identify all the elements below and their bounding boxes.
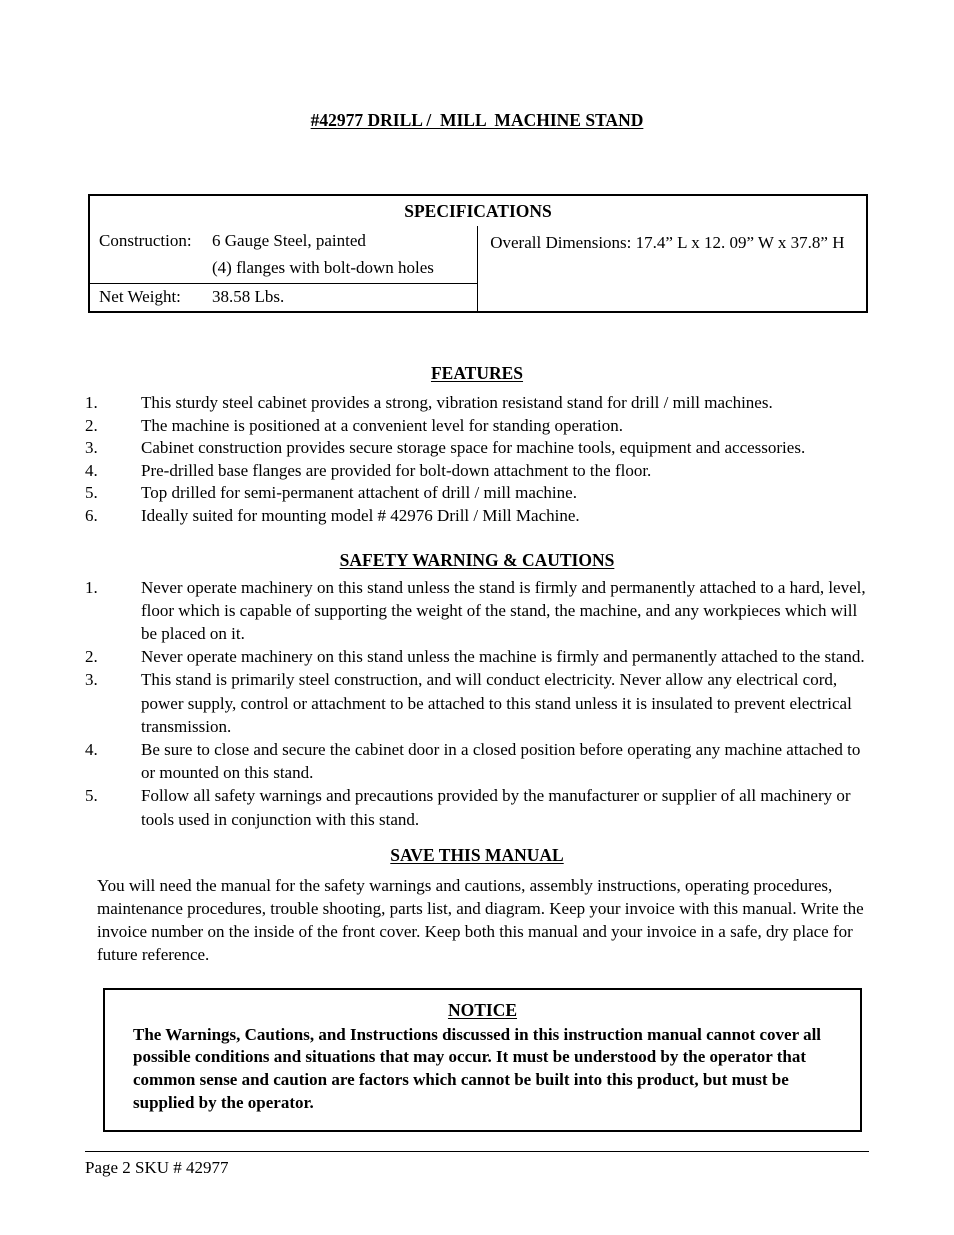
safety-list [85,576,868,831]
save-manual-paragraph: You will need the manual for the safety warnings and cautions, assembly instructions, operating procedures, maintenance procedures, trouble shooting, parts list, and diagram. Keep your invoice with this manual. Write the invoice number on the inside of the front cover. Keep both this manual and your invoice in a safe, dry place for future reference. [97,875,864,964]
notice-heading: NOTICE [447,999,518,1020]
features-list-item [85,437,868,460]
notice-body: The Warnings, Cautions, and Instructions discussed in this instruction manual cannot cover all possible conditions and situations that may occur. It must be understood by the operator that common sense and caution are factors which cannot be built into this product, but must be supplied by the operator. [133,1024,822,1112]
overall-dimensions-value: Overall Dimensions: 17.4” L x 12. 09” W x 37.8” H [490,233,845,252]
list-item-number: 3. [85,670,98,690]
list-item-text: The machine is positioned at a convenient level for standing operation. [141,415,623,435]
list-item-text: Cabinet construction provides secure storage space for machine tools, equipment and accessories. [141,438,806,458]
safety-list-item [85,576,868,646]
specifications-heading: SPECIFICATIONS [404,201,552,221]
safety-list-item [85,668,868,738]
save-manual-heading: SAVE THIS MANUAL [390,844,564,865]
list-item-text: This stand is primarily steel construction, and will conduct electricity. Never allow any electrical cord, power supply, control or attachment to be attached to this stand unless it is insulated to prevent electrical transmission. [141,670,852,736]
page-footer [85,1151,869,1178]
page-title: #42977 DRILL / MILL MACHINE STAND [310,110,644,130]
list-item-number: 6. [85,505,98,525]
list-item-number: 2. [85,647,98,667]
features-list-item [85,482,868,505]
list-item-number: 3. [85,438,98,458]
specifications-table [88,194,868,313]
list-item-number: 4. [85,739,98,759]
list-item-text: This sturdy steel cabinet provides a strong, vibration resistand stand for drill / mill machines. [141,393,773,412]
features-list-item [85,460,868,483]
list-item-text: Follow all safety warnings and precautions provided by the manufacturer or supplier of all machinery or tools used in conjunction with this stand. [141,786,851,829]
specifications-left-column [90,226,477,311]
safety-list-item [85,645,868,668]
list-item-text: Never operate machinery on this stand unless the machine is firmly and permanently attached to the stand. [141,647,865,667]
safety-heading: SAFETY WARNING & CAUTIONS [339,549,615,570]
features-heading: FEATURES [430,363,524,383]
construction-row [90,226,477,284]
construction-values [212,227,434,281]
list-item-number: 2. [85,415,98,435]
overall-dimensions-cell [477,226,866,311]
list-item-text: Top drilled for semi-permanent attachent of drill / mill machine. [141,483,577,503]
features-list-item [85,505,868,528]
safety-list-item [85,784,868,830]
list-item-number: 5. [85,483,98,503]
features-list-item [85,415,868,438]
list-item-text: Never operate machinery on this stand unless the stand is firmly and permanently attached to a hard, level, floor which is capable of supporting the weight of the stand, the machine, and any workpieces which will be placed on it. [141,577,866,643]
safety-list-item [85,738,868,784]
list-item-number: 1. [85,577,98,597]
net-weight-label: Net Weight: [99,287,181,306]
list-item-number: 4. [85,460,98,480]
list-item-text: Pre-drilled base flanges are provided for bolt-down attachment to the floor. [141,460,652,480]
construction-value-line1: 6 Gauge Steel, painted [212,231,366,250]
features-list [85,392,868,528]
net-weight-value: 38.58 Lbs. [212,287,285,306]
features-list-item [85,392,868,415]
list-item-text: Ideally suited for mounting model # 42976 Drill / Mill Machine. [141,505,580,525]
notice-box [103,988,862,1132]
net-weight-row [90,284,477,311]
page-footer-text: Page 2 SKU # 42977 [85,1158,229,1177]
construction-label: Construction: [99,231,192,250]
construction-value-line2: (4) flanges with bolt-down holes [212,258,434,277]
list-item-number: 1. [85,393,98,412]
list-item-text: Be sure to close and secure the cabinet door in a closed position before operating any machine attached to or mounted on this stand. [141,739,861,783]
specifications-body [90,226,866,311]
list-item-number: 5. [85,786,98,806]
